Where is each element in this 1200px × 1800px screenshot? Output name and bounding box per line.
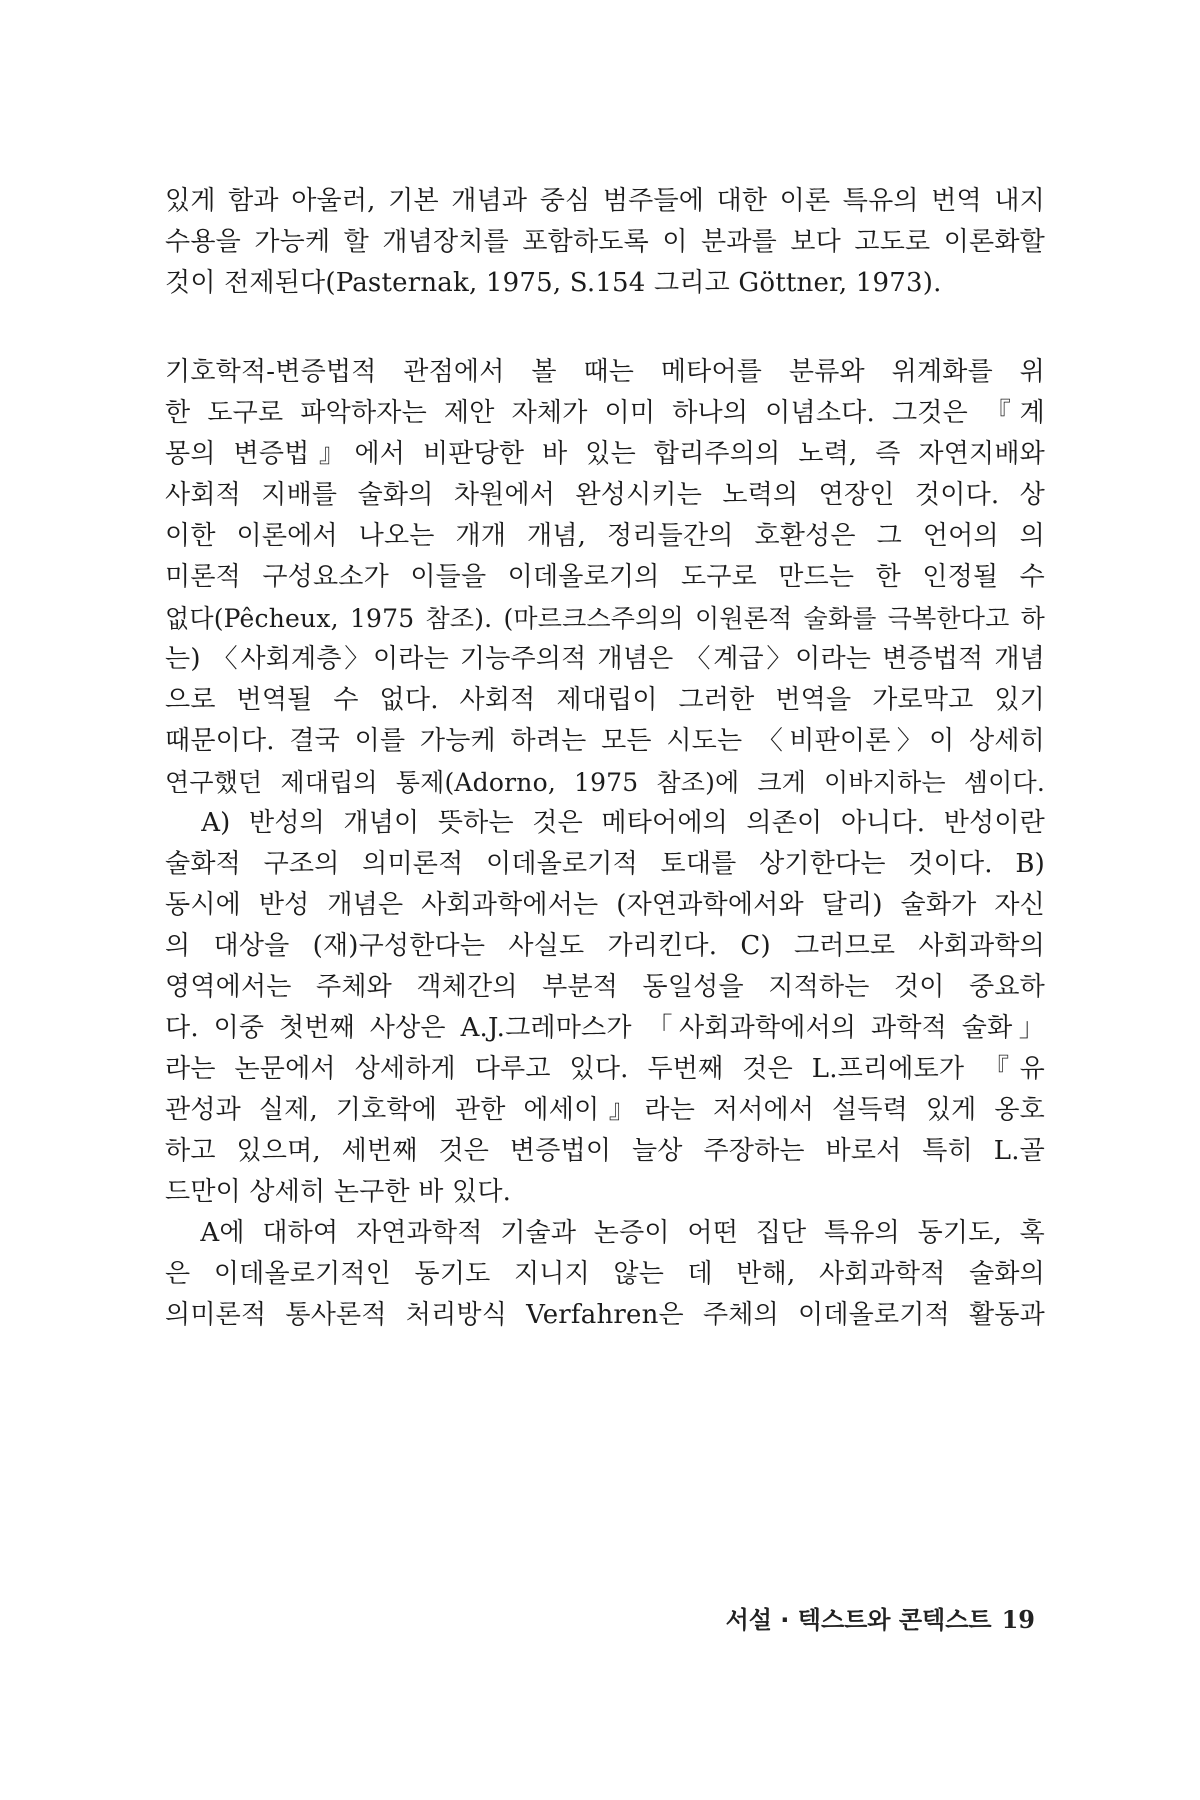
text-line: 영역에서는 주체와 객체간의 부분적 동일성을 지적하는 것이 중요하 (165, 972, 1045, 1002)
paragraph (165, 1217, 1045, 1340)
paragraph-gap (165, 308, 1045, 356)
page-body (165, 185, 1045, 1685)
text-line: 하고 있으며, 세번째 것은 변증법이 늘상 주장하는 바로서 특히 L.골 (165, 1136, 1045, 1166)
text-line: 는) 〈사회계층〉이라는 기능주의적 개념은 〈계급〉이라는 변증법적 개념 (165, 644, 1045, 674)
text-line: 한 도구로 파악하자는 제안 자체가 이미 하나의 이념소다. 그것은 『계 (165, 398, 1045, 428)
text-line: 동시에 반성 개념은 사회과학에서는 (자연과학에서와 달리) 술화가 자신 (165, 890, 1045, 920)
text-line: 의미론적 통사론적 처리방식 Verfahren은 주체의 이데올로기적 활동과 (165, 1300, 1045, 1330)
text-line: 미론적 구성요소가 이들을 이데올로기의 도구로 만드는 한 인정될 수 (165, 562, 1045, 592)
text-line: 으로 번역될 수 없다. 사회적 제대립이 그러한 번역을 가로막고 있기 (165, 685, 1045, 715)
text-line: 은 이데올로기적인 동기도 지니지 않는 데 반해, 사회과학적 술화의 (165, 1259, 1045, 1289)
text-line: 관성과 실제, 기호학에 관한 에세이』라는 저서에서 설득력 있게 옹호 (165, 1095, 1045, 1125)
paragraph (165, 185, 1045, 308)
text-line: 이한 이론에서 나오는 개개 개념, 정리들간의 호환성은 그 언어의 의 (165, 521, 1045, 551)
text-line: 없다(Pêcheux, 1975 참조). (마르크스주의의 이원론적 술화를 극복한다고 하 (165, 604, 1045, 633)
text-line: 기호학적-변증법적 관점에서 볼 때는 메타어를 분류와 위계화를 위 (165, 357, 1045, 387)
page-footer (726, 1600, 1035, 1635)
text-line: A에 대하여 자연과학적 기술과 논증이 어떤 집단 특유의 동기도, 혹 (165, 1218, 1045, 1248)
paragraph (165, 356, 1045, 1217)
text-line: 사회적 지배를 술화의 차원에서 완성시키는 노력의 연장인 것이다. 상 (165, 480, 1045, 510)
running-title: 서설 · 텍스트와 콘텍스트 (725, 1606, 992, 1634)
text-line: 드만이 상세히 논구한 바 있다. (165, 1177, 512, 1207)
text-line: 라는 논문에서 상세하게 다루고 있다. 두번째 것은 L.프리에토가 『유 (165, 1054, 1045, 1084)
text-line: 있게 함과 아울러, 기본 개념과 중심 범주들에 대한 이론 특유의 번역 내지 (165, 186, 1045, 216)
page-number: 19 (1001, 1605, 1035, 1634)
text-line: 의 대상을 (재)구성한다는 사실도 가리킨다. C) 그러므로 사회과학의 (165, 931, 1045, 961)
text-line: 몽의 변증법』에서 비판당한 바 있는 합리주의의 노력, 즉 자연지배와 (165, 439, 1045, 469)
text-line: 것이 전제된다(Pasternak, 1975, S.154 그리고 Göttner, 1973). (165, 268, 942, 298)
text-line: 수용을 가능케 할 개념장치를 포함하도록 이 분과를 보다 고도로 이론화할 (165, 227, 1045, 257)
text-line: A) 반성의 개념이 뜻하는 것은 메타어에의 의존이 아니다. 반성이란 (165, 808, 1045, 838)
text-line: 때문이다. 결국 이를 가능케 하려는 모든 시도는 〈비판이론〉이 상세히 (165, 726, 1045, 756)
text-line: 연구했던 제대립의 통제(Adorno, 1975 참조)에 크게 이바지하는 셈이다. (165, 768, 1045, 797)
text-line: 다. 이중 첫번째 사상은 A.J.그레마스가 「사회과학에서의 과학적 술화」 (165, 1013, 1045, 1043)
text-line: 술화적 구조의 의미론적 이데올로기적 토대를 상기한다는 것이다. B) (165, 849, 1045, 879)
